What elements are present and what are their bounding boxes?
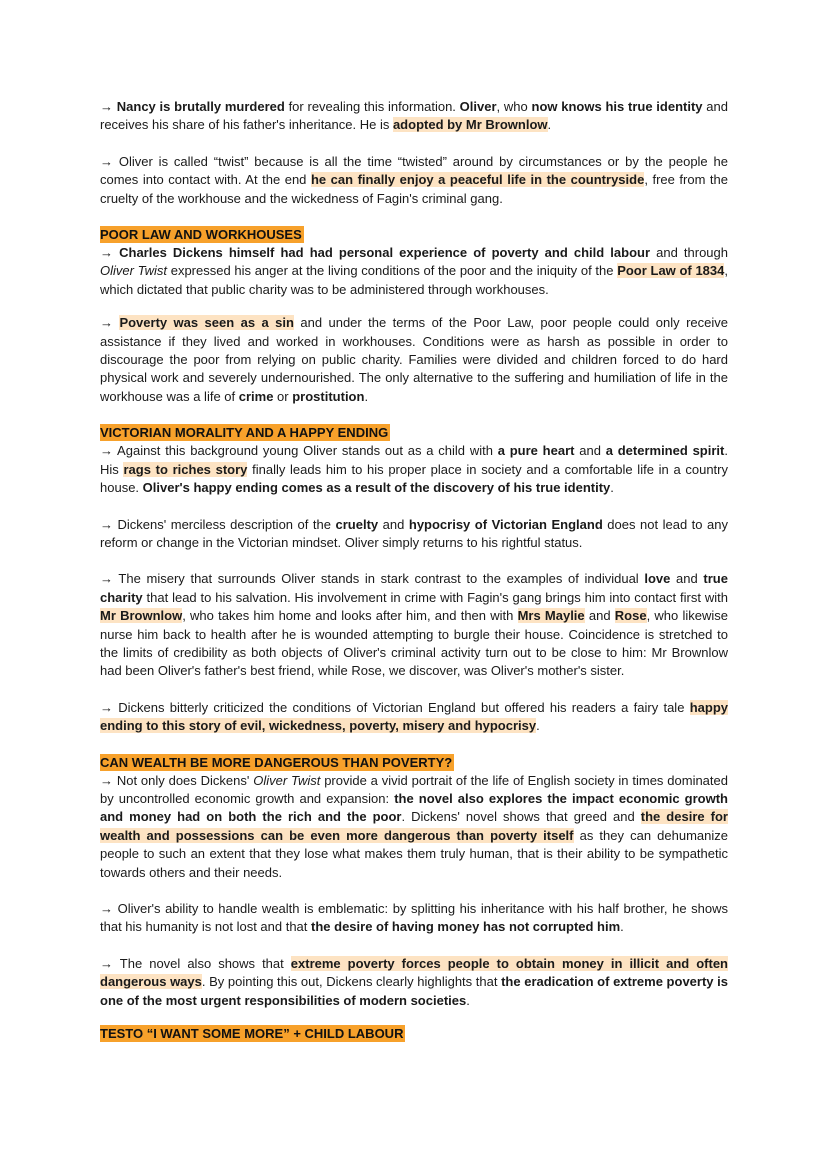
highlighted-text: adopted by Mr Brownlow [392,117,548,133]
bold-text: hypocrisy of Victorian England [408,516,603,532]
bold-text: Charles Dickens himself had [119,245,304,261]
body-text: as they can dehumanize people to such an extent that they lose what makes them truly human, that is their ability to be sympathetic towards others and their needs. [100,827,728,880]
body-text: and under the terms of the Poor Law, poor people could only receive assistance if they lived and worked in workhouses. Conditions were as harsh as possible in order to discourage the poor from relying on public charity. Families were divided and children forced to do hard physical work and severely undernourished. The only alternative to the suffering and humiliation of life in the workhouse was a life of [100,315,728,404]
body-text: expressed his anger at the living conditions of the poor and the iniquity of the [167,263,618,279]
punctuation: . [364,388,369,404]
italic-text: Oliver Twist [253,772,321,788]
arrow-text: → [100,245,120,261]
bold-text: had personal experience of poverty and child labour [303,245,651,261]
body-text: → Dickens bitterly criticized the conditions of Victorian England but offered his readers a fairy tale [100,699,690,715]
body-text: → Dickens' merciless description of the [100,516,336,532]
section-heading: VICTORIAN MORALITY AND A HAPPY ENDING [100,425,389,441]
bold-text: Oliver [459,99,497,114]
section-heading: TESTO “I WANT SOME MORE” + CHILD LABOUR [100,1026,404,1042]
section-heading: POOR LAW AND WORKHOUSES [100,227,302,243]
highlighted-text: Mr Brownlow [100,608,183,624]
bold-text: crime [238,388,274,404]
body-text: . Dickens' novel shows that greed and [401,809,641,825]
bold-text: cruelty [335,516,379,532]
body-text: and receives his share of his father's inheritance. He is [100,99,728,133]
body-text: , who [496,99,532,114]
body-text: , free from the cruelty of the workhouse and the wickedness of Fagin's criminal gang. [100,172,729,206]
document-page [100,98,728,1043]
body-text: . His [100,443,728,477]
section-victorian-morality [100,424,728,735]
bold-text: the desire of having money has not corrupted him [311,919,621,935]
body-text: → Oliver's ability to handle wealth is emblematic: by splitting his inheritance with his half brother, he shows that his humanity is not lost and that [100,901,728,935]
punctuation: . [610,480,614,496]
highlighted-text: rags to riches story [123,461,248,477]
paragraph [100,955,728,1010]
arrow-text: → [100,99,117,114]
body-text: and [670,571,704,587]
body-text: finally leads him to his proper place in society and a comfortable life in a country house. [100,461,729,496]
paragraph [100,900,728,937]
body-text: for revealing this information. [284,99,460,114]
section-wealth-poverty [100,754,728,1010]
punctuation: . [547,117,552,133]
bold-text: prostitution [292,388,365,404]
highlighted-text: Mrs Maylie [517,608,585,624]
section-heading: CAN WEALTH BE MORE DANGEROUS THAN POVERTY? [100,754,453,770]
body-text: and [574,443,606,459]
punctuation: . [536,718,540,734]
bold-text: Oliver's happy ending comes as a result of the discovery of his true identity [142,480,611,496]
bold-text: love [644,571,671,587]
paragraph [100,570,728,680]
paragraph-nancy [100,98,728,135]
highlighted-text: Poverty was seen as a sin [119,315,294,331]
section-testo [100,1025,728,1043]
body-text: → The misery that surrounds Oliver stands in stark contrast to the examples of individual [100,571,645,587]
paragraph [100,772,728,882]
bold-text: Nancy is brutally murdered [116,99,285,114]
body-text: that lead to his salvation. His involvement in crime with Fagin's gang brings him into contact first with [142,589,728,605]
body-text: and through [650,245,728,261]
highlighted-text: extreme poverty forces people to obtain money in illicit and often dangerous ways [100,955,728,990]
body-text: does not lead to any reform or change in the Victorian mindset. Oliver simply returns to his rightful status. [100,516,729,550]
highlighted-text: he can finally enjoy a peaceful life in the countryside [310,172,645,188]
bold-text: a pure heart [497,443,575,459]
bold-text: the eradication of extreme poverty is one of the most urgent responsibilities of modern societies [100,974,728,1008]
punctuation: . [466,992,470,1008]
punctuation: . [620,919,624,935]
body-text: , who likewise nurse him back to health after he is wounded attempting to burgle their house. Coincidence is stretched to the limits of credibility as both objects of Oliver's criminal activity turn out to be close to him: Mr Brownlow had been Oliver's father's best friend, while Rose, we discover, was Oliver's mother's sister. [100,608,729,679]
body-text: → Not only does Dickens' [100,772,254,788]
paragraph-twist [100,153,728,208]
bold-text: the novel also explores the impact economic growth and money had on both the rich and the poor [100,790,728,825]
bold-text: true charity [100,571,728,605]
body-text: and [378,516,409,532]
body-text: → Oliver is called “twist” because is all the time “twisted” around by circumstances or by the people he comes into contact with. At the end [100,153,728,188]
paragraph [100,516,728,553]
body-text: → The novel also shows that [100,955,291,971]
highlighted-text: Rose [614,608,647,624]
paragraph [100,314,728,406]
body-text: , which dictated that public charity was to be administered through workhouses. [100,263,728,297]
bold-text: now knows his true identity [531,99,703,114]
body-text: and [584,608,615,624]
bold-text: a determined spirit [605,443,725,459]
paragraph [100,442,728,497]
body-text: provide a vivid portrait of the life of English society in times dominated by uncontrolled economic growth and expansion: [100,772,728,806]
section-poor-law [100,226,728,406]
highlighted-text: Poor Law of 1834 [617,263,725,279]
highlighted-text: happy ending to this story of evil, wickedness, poverty, misery and hypocrisy [100,699,728,734]
highlighted-text: the desire for wealth and possessions can be even more dangerous than poverty itself [100,809,728,843]
italic-text: Oliver Twist [100,263,168,279]
paragraph [100,244,728,299]
body-text: . By pointing this out, Dickens clearly highlights that [201,974,502,990]
paragraph [100,699,728,736]
body-text: , who takes him home and looks after him, and then with [182,608,518,624]
body-text: or [273,388,293,404]
body-text: → Against this background young Oliver stands out as a child with [100,443,498,459]
arrow-text: → [100,315,120,331]
